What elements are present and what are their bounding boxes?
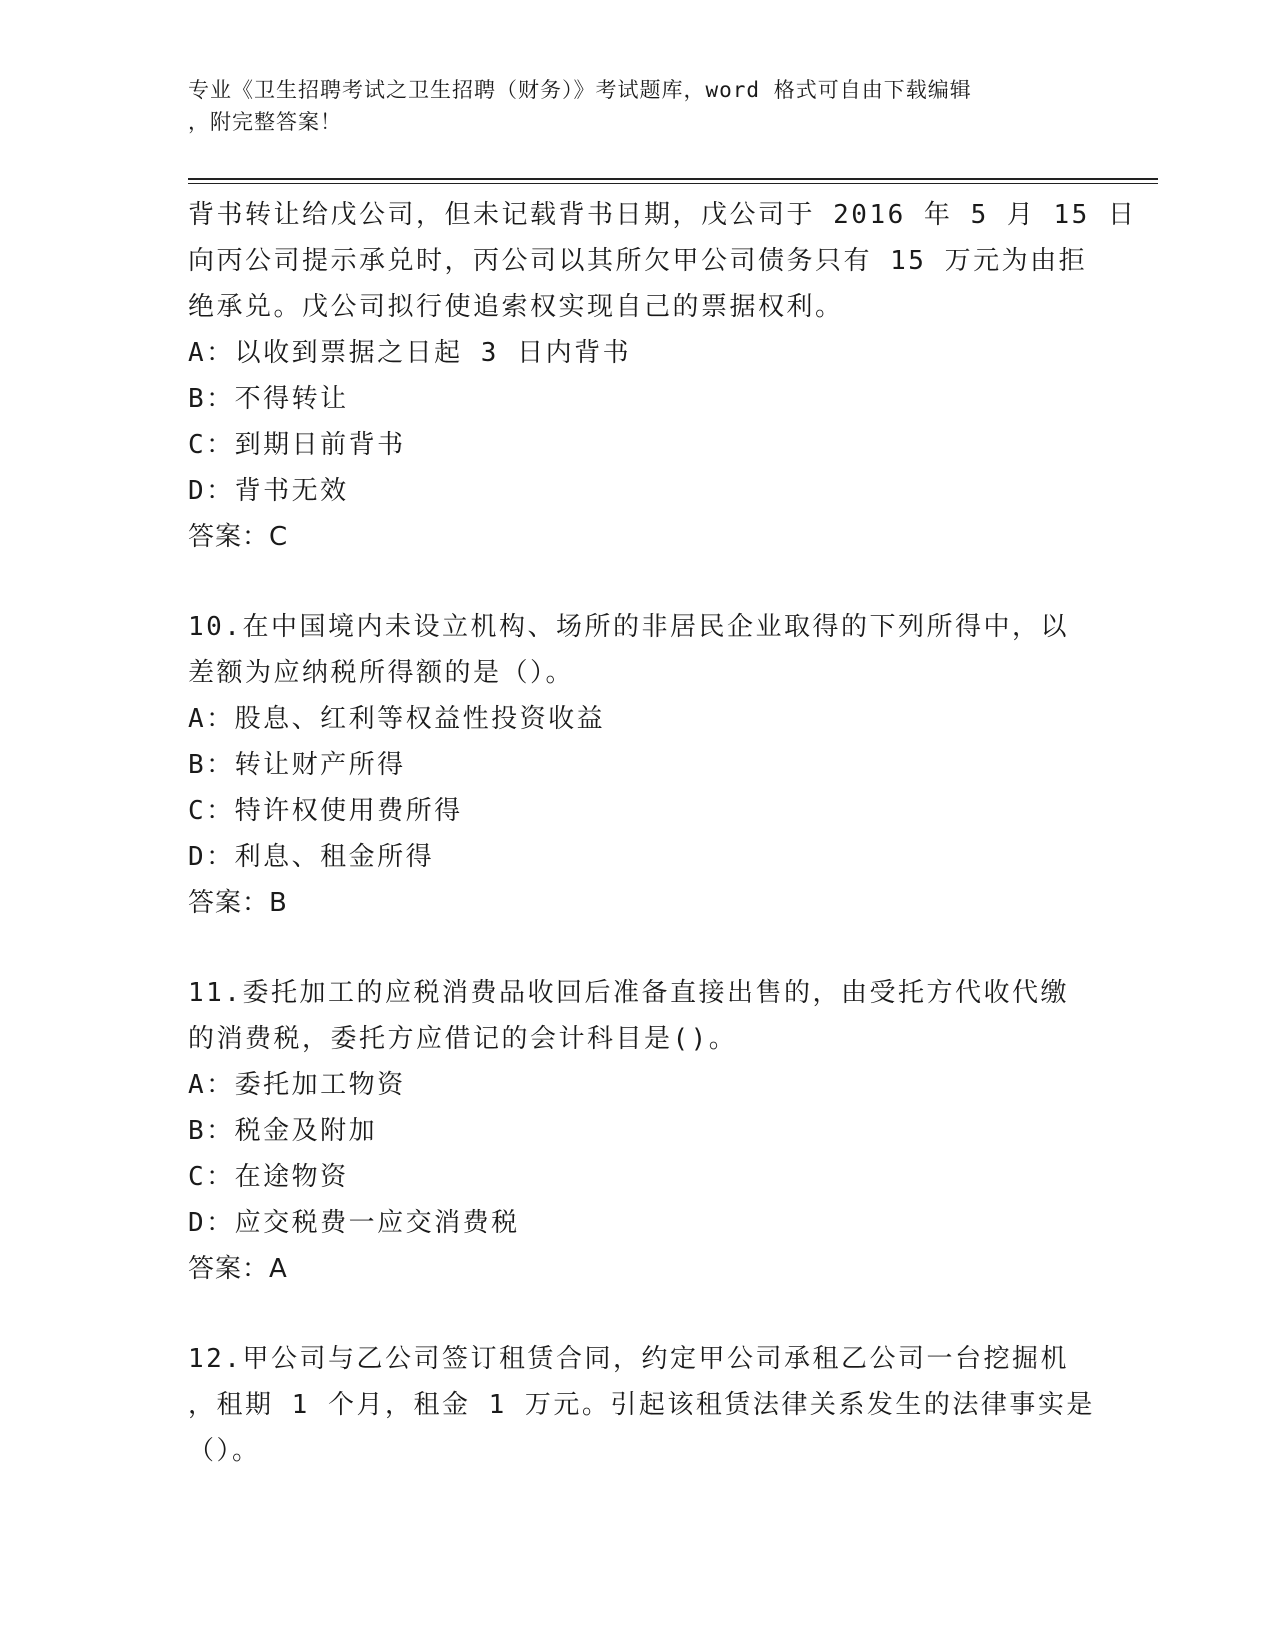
option-a: A：以收到票据之日起 3 日内背书: [188, 338, 632, 368]
option-d: D：背书无效: [188, 476, 349, 506]
question-9-continuation: [188, 192, 1137, 560]
option-b: B：税金及附加: [188, 1116, 378, 1146]
question-text-line: 的消费税，委托方应借记的会计科目是()。: [188, 1024, 738, 1054]
question-text-line: 11.委托加工的应税消费品收回后准备直接出售的，由受托方代收代缴: [188, 978, 1069, 1008]
question-text-line: 差额为应纳税所得额的是（）。: [188, 658, 575, 688]
option-a: A：委托加工物资: [188, 1070, 406, 1100]
answer-label: 答案：B: [188, 888, 288, 918]
question-12: [188, 1336, 1095, 1474]
question-body: [188, 192, 1137, 1474]
question-11: [188, 970, 1088, 1292]
header-line-1: 专业《卫生招聘考试之卫生招聘（财务）》考试题库，word 格式可自由下载编辑: [188, 78, 972, 102]
option-d: D：应交税费一应交消费税: [188, 1208, 520, 1238]
option-c: C：特许权使用费所得: [188, 796, 463, 826]
answer-label: 答案：A: [188, 1254, 288, 1284]
question-text-line: （）。: [188, 1436, 261, 1466]
option-b: B：不得转让: [188, 384, 349, 414]
header-rule-top: [188, 178, 1158, 180]
header-rule-bottom: [188, 183, 1158, 184]
option-d: D：利息、租金所得: [188, 842, 435, 872]
option-c: C：到期日前背书: [188, 430, 406, 460]
question-text-line: 10.在中国境内未设立机构、场所的非居民企业取得的下列所得中，以: [188, 612, 1069, 642]
question-text-line: ，租期 1 个月，租金 1 万元。引起该租赁法律关系发生的法律事实是: [188, 1390, 1095, 1420]
option-a: A：股息、红利等权益性投资收益: [188, 704, 606, 734]
document-header: [188, 74, 1068, 138]
question-text-line: 12.甲公司与乙公司签订租赁合同，约定甲公司承租乙公司一台挖掘机: [188, 1344, 1069, 1374]
header-line-2: ，附完整答案！: [188, 110, 342, 134]
question-text-line: 向丙公司提示承兑时，丙公司以其所欠甲公司债务只有 15 万元为由拒: [188, 246, 1088, 276]
option-c: C：在途物资: [188, 1162, 349, 1192]
question-text-line: 背书转让给戊公司，但未记载背书日期，戊公司于 2016 年 5 月 15 日: [188, 200, 1137, 230]
question-text-line: 绝承兑。戊公司拟行使追索权实现自己的票据权利。: [188, 292, 844, 322]
option-b: B：转让财产所得: [188, 750, 406, 780]
question-10: [188, 604, 1088, 926]
answer-label: 答案：C: [188, 522, 289, 552]
